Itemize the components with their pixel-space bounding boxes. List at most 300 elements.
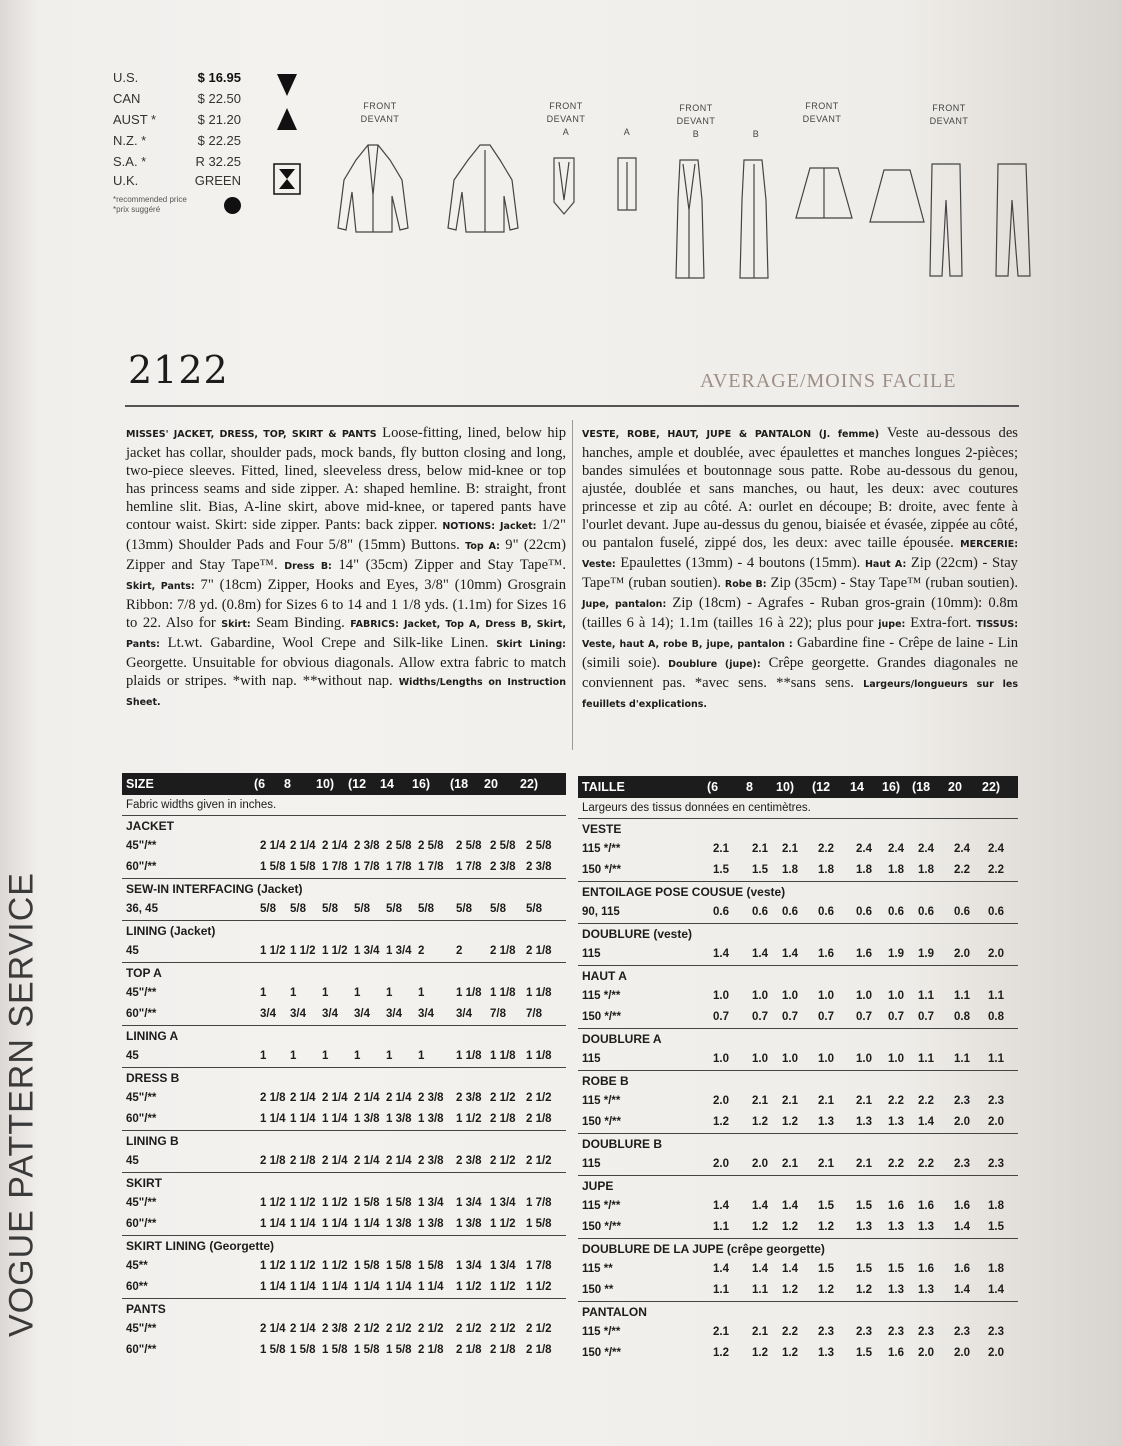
difficulty-rating: AVERAGE/MOINS FACILE xyxy=(700,370,957,392)
table-cell: 1 3/4 xyxy=(456,1197,482,1209)
table-cell: 1 3/8 xyxy=(386,1113,412,1125)
fabric-width-label: 115 xyxy=(582,1053,601,1065)
fabric-width-label: 60"/** xyxy=(126,1008,157,1020)
pants-front-label: FRONT DEVANT xyxy=(929,103,969,126)
table-cell: 1 1/2 xyxy=(260,1260,286,1272)
table-cell: 1 1/2 xyxy=(290,945,316,957)
fabric-width-label: 45"/** xyxy=(126,1092,157,1104)
table-cell: 2 3/8 xyxy=(456,1092,482,1104)
table-row xyxy=(122,1256,566,1277)
table-cell: 1.5 xyxy=(818,1263,834,1275)
table-cell: 1.2 xyxy=(713,1347,729,1359)
table-cell: 1.8 xyxy=(988,1200,1004,1212)
table-section-title: LINING B xyxy=(122,1130,566,1151)
fabric-width-label: 115 */** xyxy=(582,843,621,855)
table-cell: 1 xyxy=(260,987,267,999)
table-cell: 1.8 xyxy=(856,864,872,876)
table-cell: 1.2 xyxy=(752,1116,768,1128)
table-cell: 2.4 xyxy=(954,843,970,855)
table-cell: 5/8 xyxy=(418,903,434,915)
table-row xyxy=(578,1343,1018,1364)
table-cell: 1 1/4 xyxy=(322,1113,348,1125)
table-cell: 2.2 xyxy=(888,1158,904,1170)
jacket-front-label: FRONT DEVANT xyxy=(360,101,400,124)
table-cell: 5/8 xyxy=(526,903,542,915)
pattern-symbols xyxy=(270,68,306,200)
table-cell: 0.7 xyxy=(818,1011,834,1023)
table-cell: 1 5/8 xyxy=(290,861,316,873)
table-section-title: JACKET xyxy=(122,815,566,836)
table-section-title: DOUBLURE B xyxy=(578,1133,1018,1154)
top-a-back-drawing xyxy=(618,158,636,210)
table-row xyxy=(578,1049,1018,1070)
size-header-cell: 16) xyxy=(412,777,431,791)
table-cell: 1 5/8 xyxy=(526,1218,552,1230)
table-cell: 1.0 xyxy=(752,1053,768,1065)
green-price-dot xyxy=(224,197,241,214)
table-row xyxy=(578,1007,1018,1028)
table-cell: 1 1/8 xyxy=(526,1050,552,1062)
table-cell: 1.0 xyxy=(888,990,904,1002)
price-row: CAN $ 22.50 xyxy=(113,91,241,106)
table-cell: 2 5/8 xyxy=(418,840,444,852)
table-section-title: PANTS xyxy=(122,1298,566,1319)
vogue-pattern-service-label: VOGUE PATTERN SERVICE xyxy=(2,872,41,1337)
fabric-width-label: 45"/** xyxy=(126,1323,157,1335)
table-cell: 2 1/8 xyxy=(490,1344,516,1356)
price-row: U.K. GREEN xyxy=(113,173,241,188)
table-cell: 1 7/8 xyxy=(354,861,380,873)
table-cell: 1 5/8 xyxy=(260,861,286,873)
table-cell: 2.4 xyxy=(988,843,1004,855)
table-cell: 1 1/2 xyxy=(490,1218,516,1230)
table-cell: 2.4 xyxy=(918,843,934,855)
hourglass-icon xyxy=(279,169,295,189)
pattern-number: 2122 xyxy=(128,348,229,392)
table-cell: 1 5/8 xyxy=(290,1344,316,1356)
table-cell: 2.4 xyxy=(888,843,904,855)
table-cell: 1.3 xyxy=(888,1221,904,1233)
table-section-title: SKIRT LINING (Georgette) xyxy=(122,1235,566,1256)
table-cell: 1.6 xyxy=(818,948,834,960)
table-cell: 2 5/8 xyxy=(490,840,516,852)
table-cell: 1.2 xyxy=(818,1221,834,1233)
table-cell: 1.4 xyxy=(713,1200,729,1212)
table-cell: 1.4 xyxy=(918,1116,934,1128)
table-cell: 1 xyxy=(418,1050,425,1062)
table-cell: 1.2 xyxy=(782,1221,798,1233)
table-cell: 1.1 xyxy=(918,990,934,1002)
table-cell: 1.5 xyxy=(988,1221,1004,1233)
table-cell: 1 1/2 xyxy=(322,1197,348,1209)
table-cell: 2.1 xyxy=(818,1095,834,1107)
up-triangle-icon xyxy=(277,108,297,130)
table-cell: 1.5 xyxy=(818,1200,834,1212)
table-cell: 1.5 xyxy=(713,864,729,876)
skirt-front-drawing xyxy=(796,168,852,218)
table-cell: 1 5/8 xyxy=(354,1344,380,1356)
table-cell: 1 1/4 xyxy=(290,1113,316,1125)
table-cell: 1 1/2 xyxy=(322,1260,348,1272)
fabric-width-label: 45 xyxy=(126,945,139,957)
fabric-width-label: 36, 45 xyxy=(126,903,158,915)
table-cell: 2.2 xyxy=(888,1095,904,1107)
table-cell: 0.6 xyxy=(713,906,729,918)
table-row xyxy=(122,1151,566,1172)
table-cell: 1 xyxy=(290,1050,297,1062)
table-cell: 1 1/4 xyxy=(386,1281,412,1293)
table-cell: 2.3 xyxy=(988,1158,1004,1170)
table-cell: 0.6 xyxy=(856,906,872,918)
table-cell: 1.0 xyxy=(818,1053,834,1065)
pants-back-drawing xyxy=(996,164,1030,276)
fabric-width-label: 115 */** xyxy=(582,1095,621,1107)
table-cell: 1 3/8 xyxy=(418,1218,444,1230)
table-cell: 3/4 xyxy=(322,1008,338,1020)
table-row xyxy=(578,839,1018,860)
table-cell: 1 1/4 xyxy=(322,1281,348,1293)
table-section-title: ENTOILAGE POSE COUSUE (veste) xyxy=(578,881,1018,902)
table-cell: 2 1/2 xyxy=(526,1155,552,1167)
table-cell: 1.6 xyxy=(856,948,872,960)
table-cell: 2 1/8 xyxy=(526,1344,552,1356)
table-cell: 1.3 xyxy=(818,1347,834,1359)
table-cell: 1.6 xyxy=(954,1200,970,1212)
table-cell: 3/4 xyxy=(418,1008,434,1020)
table-cell: 1 1/2 xyxy=(456,1281,482,1293)
table-row xyxy=(122,1340,566,1361)
table-cell: 1 xyxy=(386,987,393,999)
table-cell: 1 5/8 xyxy=(418,1260,444,1272)
table-cell: 1.1 xyxy=(954,990,970,1002)
table-cell: 5/8 xyxy=(322,903,338,915)
table-cell: 1.0 xyxy=(856,990,872,1002)
table-cell: 2 1/2 xyxy=(490,1155,516,1167)
table-cell: 1.1 xyxy=(713,1284,729,1296)
english-yardage-table xyxy=(122,773,566,1361)
table-cell: 2 1/4 xyxy=(322,840,348,852)
table-cell: 1 1/2 xyxy=(260,945,286,957)
table-cell: 0.6 xyxy=(782,906,798,918)
table-cell: 0.6 xyxy=(988,906,1004,918)
table-cell: 1.8 xyxy=(988,1263,1004,1275)
table-cell: 2 3/8 xyxy=(322,1323,348,1335)
column-divider xyxy=(572,420,573,750)
table-cell: 3/4 xyxy=(260,1008,276,1020)
table-cell: 1.2 xyxy=(782,1284,798,1296)
size-header-cell: (6 xyxy=(254,777,266,791)
table-cell: 2.2 xyxy=(918,1095,934,1107)
table-cell: 0.7 xyxy=(888,1011,904,1023)
table-cell: 1 1/8 xyxy=(490,987,516,999)
table-cell: 1.9 xyxy=(918,948,934,960)
table-cell: 2 1/2 xyxy=(490,1323,516,1335)
table-cell: 1.4 xyxy=(782,1263,798,1275)
fabric-width-label: 150 */** xyxy=(582,1011,622,1023)
table-cell: 1.5 xyxy=(856,1263,872,1275)
table-cell: 1.2 xyxy=(782,1347,798,1359)
table-cell: 1.3 xyxy=(918,1284,934,1296)
table-row xyxy=(578,944,1018,965)
table-cell: 2 1/8 xyxy=(526,1113,552,1125)
table-cell: 1 3/4 xyxy=(456,1260,482,1272)
table-cell: 2.3 xyxy=(954,1326,970,1338)
table-cell: 1 7/8 xyxy=(322,861,348,873)
table-cell: 1.8 xyxy=(888,864,904,876)
table-cell: 2 1/4 xyxy=(322,1092,348,1104)
table-cell: 1.3 xyxy=(856,1116,872,1128)
size-header-cell: 8 xyxy=(746,780,753,794)
table-row xyxy=(122,1088,566,1109)
pants-front-drawing xyxy=(930,164,962,276)
table-cell: 1 1/2 xyxy=(490,1281,516,1293)
table-header xyxy=(122,773,566,795)
fabric-width-label: 90, 115 xyxy=(582,906,620,918)
table-cell: 0.6 xyxy=(888,906,904,918)
table-cell: 1 7/8 xyxy=(386,861,412,873)
table-cell: 2.0 xyxy=(752,1158,768,1170)
table-cell: 2 1/4 xyxy=(290,840,316,852)
table-cell: 1.0 xyxy=(713,1053,729,1065)
table-cell: 1.1 xyxy=(988,990,1004,1002)
table-cell: 1 1/4 xyxy=(322,1218,348,1230)
table-cell: 0.6 xyxy=(818,906,834,918)
table-cell: 1 xyxy=(354,987,361,999)
table-cell: 1.4 xyxy=(713,1263,729,1275)
table-cell: 1 1/4 xyxy=(260,1281,286,1293)
table-cell: 1.5 xyxy=(856,1200,872,1212)
size-header-cell: 8 xyxy=(284,777,291,791)
table-row xyxy=(578,902,1018,923)
table-cell: 1 xyxy=(260,1050,267,1062)
fabric-width-label: 115 */** xyxy=(582,1200,621,1212)
table-cell: 1.3 xyxy=(918,1221,934,1233)
table-cell: 1.4 xyxy=(752,948,768,960)
table-cell: 2 1/8 xyxy=(456,1344,482,1356)
table-cell: 2 3/8 xyxy=(526,861,552,873)
price-row: AUST * $ 21.20 xyxy=(113,112,241,127)
table-section-title: LINING (Jacket) xyxy=(122,920,566,941)
table-cell: 1.8 xyxy=(782,864,798,876)
table-cell: 1.6 xyxy=(918,1200,934,1212)
table-cell: 5/8 xyxy=(456,903,472,915)
dress-b-back-drawing xyxy=(740,160,768,278)
fabric-width-label: 150 */** xyxy=(582,1221,622,1233)
table-cell: 1.2 xyxy=(713,1116,729,1128)
table-row xyxy=(578,1322,1018,1343)
fabric-width-label: 45** xyxy=(126,1260,148,1272)
table-cell: 1 xyxy=(322,1050,329,1062)
table-cell: 1.9 xyxy=(888,948,904,960)
table-section-title: VESTE xyxy=(578,818,1018,839)
table-cell: 1.4 xyxy=(782,948,798,960)
table-cell: 0.7 xyxy=(752,1011,768,1023)
table-cell: 0.6 xyxy=(752,906,768,918)
size-header-cell: 22) xyxy=(520,777,539,791)
table-cell: 1.5 xyxy=(856,1347,872,1359)
table-row xyxy=(578,1259,1018,1280)
table-row xyxy=(122,941,566,962)
table-cell: 1 xyxy=(290,987,297,999)
table-cell: 1 1/8 xyxy=(456,1050,482,1062)
table-cell: 2.1 xyxy=(818,1158,834,1170)
table-cell: 1.6 xyxy=(888,1200,904,1212)
skirt-front-label: FRONT DEVANT xyxy=(802,101,842,124)
hourglass-box-icon xyxy=(274,164,300,194)
table-cell: 2.3 xyxy=(988,1326,1004,1338)
table-cell: 1 5/8 xyxy=(386,1260,412,1272)
table-row xyxy=(122,1214,566,1235)
size-header-cell: 16) xyxy=(882,780,901,794)
table-cell: 1.6 xyxy=(918,1263,934,1275)
table-cell: 2.0 xyxy=(988,1116,1004,1128)
fabric-width-label: 150 */** xyxy=(582,864,622,876)
table-cell: 1 1/8 xyxy=(490,1050,516,1062)
table-cell: 1.4 xyxy=(713,948,729,960)
table-cell: 2 1/8 xyxy=(260,1155,286,1167)
table-cell: 1 1/2 xyxy=(260,1197,286,1209)
table-row xyxy=(578,1280,1018,1301)
table-row xyxy=(578,1196,1018,1217)
table-cell: 1 5/8 xyxy=(260,1344,286,1356)
table-cell: 0.7 xyxy=(918,1011,934,1023)
size-header-cell: 20 xyxy=(484,777,498,791)
table-cell: 2.1 xyxy=(782,1158,798,1170)
size-header-cell: 14 xyxy=(850,780,864,794)
french-description: VESTE, ROBE, HAUT, JUPE & PANTALON (J. femme) Veste au-dessous des hanches, ample et doublée, avec épaulettes et manches longues 2-pièces; bandes simulées et boutonnage sous patte. Robe au-dessous du genou, ajustée, doublée et sans manches, ou haut, les deux: avec coutures princesse et zip au côté. A: ourlet en découpe; B: droite, avec fente à l'ourlet devant. Jupe au-dessus du genou, biaisée et évasée, zippée au côté, ou pantalon fuselé, zippé dos, les deux: avec taille épousée. MERCERIE: Veste: Epaulettes (13mm) - 4 boutons (15mm). Haut A: Zip (22cm) - Stay Tape™ (ruban soutien). Robe B: Zip (35cm) - Stay Tape™ (ruban soutien). Jupe, pantalon: Zip (18cm) - Agrafes - Ruban gros-grain (10mm): 0.8m (tailles 6 à 14); 1.1m (tailles 16 à 22); plus pour jupe: Extra-fort. TISSUS: Veste, haut A, robe B, jupe, pantalon : Gabardine fine - Crêpe de laine - Lin (simili soie). Doublure (jupe): Crêpe georgette. Grandes diagonales ne conviennent pas. *avec sens. **sans sens. Largeurs/longueurs sur les feuillets d'explications. xyxy=(582,425,1019,710)
table-cell: 1 1/4 xyxy=(354,1281,380,1293)
table-cell: 1.3 xyxy=(856,1221,872,1233)
table-cell: 2 1/4 xyxy=(260,1323,286,1335)
table-row xyxy=(578,1154,1018,1175)
table-row xyxy=(122,857,566,878)
table-cell: 2.3 xyxy=(918,1326,934,1338)
table-cell: 2 1/8 xyxy=(490,945,516,957)
table-cell: 1 1/2 xyxy=(322,945,348,957)
table-cell: 2.1 xyxy=(713,1326,729,1338)
table-cell: 2 1/4 xyxy=(386,1092,412,1104)
table-cell: 3/4 xyxy=(456,1008,472,1020)
fabric-width-label: 115 xyxy=(582,1158,601,1170)
table-section-title: DOUBLURE DE LA JUPE (crêpe georgette) xyxy=(578,1238,1018,1259)
table-cell: 2 1/8 xyxy=(418,1344,444,1356)
size-header-cell: 10) xyxy=(316,777,335,791)
table-cell: 2.2 xyxy=(988,864,1004,876)
fabric-width-label: 150 */** xyxy=(582,1116,622,1128)
table-cell: 7/8 xyxy=(526,1008,542,1020)
table-cell: 2 1/2 xyxy=(490,1092,516,1104)
table-cell: 1.4 xyxy=(954,1284,970,1296)
table-cell: 1 5/8 xyxy=(354,1197,380,1209)
top-a-front-drawing xyxy=(554,158,574,214)
table-cell: 2 3/8 xyxy=(354,840,380,852)
table-cell: 1 3/8 xyxy=(456,1218,482,1230)
table-cell: 1.4 xyxy=(988,1284,1004,1296)
table-cell: 1.0 xyxy=(782,990,798,1002)
fabric-width-label: 60** xyxy=(126,1281,148,1293)
table-cell: 2.0 xyxy=(954,1116,970,1128)
table-cell: 2 1/2 xyxy=(418,1323,444,1335)
table-row xyxy=(578,986,1018,1007)
table-header xyxy=(578,776,1018,798)
table-cell: 1.0 xyxy=(856,1053,872,1065)
table-row xyxy=(122,1004,566,1025)
table-cell: 2.1 xyxy=(782,843,798,855)
table-cell: 1.1 xyxy=(713,1221,729,1233)
table-cell: 2.0 xyxy=(988,948,1004,960)
fabric-width-label: 115 */** xyxy=(582,990,621,1002)
table-section-title: DRESS B xyxy=(122,1067,566,1088)
table-cell: 1 3/8 xyxy=(386,1218,412,1230)
skirt-back-drawing xyxy=(870,170,924,222)
table-cell: 1 1/8 xyxy=(456,987,482,999)
header-rule xyxy=(125,405,1019,407)
table-cell: 1.0 xyxy=(818,990,834,1002)
table-row xyxy=(578,860,1018,881)
size-header-cell: (18 xyxy=(450,777,469,791)
table-row xyxy=(122,983,566,1004)
table-cell: 1.4 xyxy=(752,1263,768,1275)
table-cell: 2.2 xyxy=(954,864,970,876)
table-cell: 2 1/8 xyxy=(260,1092,286,1104)
table-cell: 1.1 xyxy=(752,1284,768,1296)
table-cell: 3/4 xyxy=(354,1008,370,1020)
table-cell: 2 1/8 xyxy=(526,945,552,957)
table-cell: 1.1 xyxy=(918,1053,934,1065)
table-section-title: TOP A xyxy=(122,962,566,983)
size-header-cell: (12 xyxy=(812,780,831,794)
table-cell: 1 1/4 xyxy=(260,1113,286,1125)
table-cell: 2 1/2 xyxy=(456,1323,482,1335)
price-row: U.S. $ 16.95 xyxy=(113,70,241,85)
table-cell: 1.5 xyxy=(752,864,768,876)
table-cell: 2.1 xyxy=(856,1158,872,1170)
fabric-width-label: 45 xyxy=(126,1050,139,1062)
dress-b-front-label: FRONT DEVANT B xyxy=(676,103,716,139)
table-cell: 1 3/4 xyxy=(386,945,412,957)
table-cell: 1 7/8 xyxy=(456,861,482,873)
table-cell: 0.7 xyxy=(856,1011,872,1023)
table-cell: 1.2 xyxy=(782,1116,798,1128)
table-cell: 1.6 xyxy=(888,1347,904,1359)
size-header-cell: 20 xyxy=(948,780,962,794)
table-cell: 1.8 xyxy=(918,864,934,876)
table-section-title: ROBE B xyxy=(578,1070,1018,1091)
table-cell: 1.1 xyxy=(988,1053,1004,1065)
table-cell: 2 1/8 xyxy=(490,1113,516,1125)
table-note: Fabric widths given in inches. xyxy=(126,799,277,811)
table-row xyxy=(578,1217,1018,1238)
table-section-title: DOUBLURE A xyxy=(578,1028,1018,1049)
price-row: S.A. * R 32.25 xyxy=(113,154,241,169)
french-yardage-table xyxy=(578,776,1018,1364)
table-cell: 2 3/8 xyxy=(456,1155,482,1167)
table-row xyxy=(122,1277,566,1298)
table-cell: 2 5/8 xyxy=(456,840,482,852)
table-cell: 1 7/8 xyxy=(526,1197,552,1209)
table-cell: 0.8 xyxy=(954,1011,970,1023)
table-cell: 5/8 xyxy=(260,903,276,915)
table-section-title: LINING A xyxy=(122,1025,566,1046)
price-row: N.Z. * $ 22.25 xyxy=(113,133,241,148)
top-a-front-label: FRONT DEVANT A xyxy=(546,101,586,137)
table-cell: 2 5/8 xyxy=(526,840,552,852)
table-cell: 1 1/2 xyxy=(290,1197,316,1209)
fabric-width-label: 60"/** xyxy=(126,861,157,873)
table-cell: 1 xyxy=(386,1050,393,1062)
table-cell: 2.1 xyxy=(752,1326,768,1338)
table-row xyxy=(122,1319,566,1340)
